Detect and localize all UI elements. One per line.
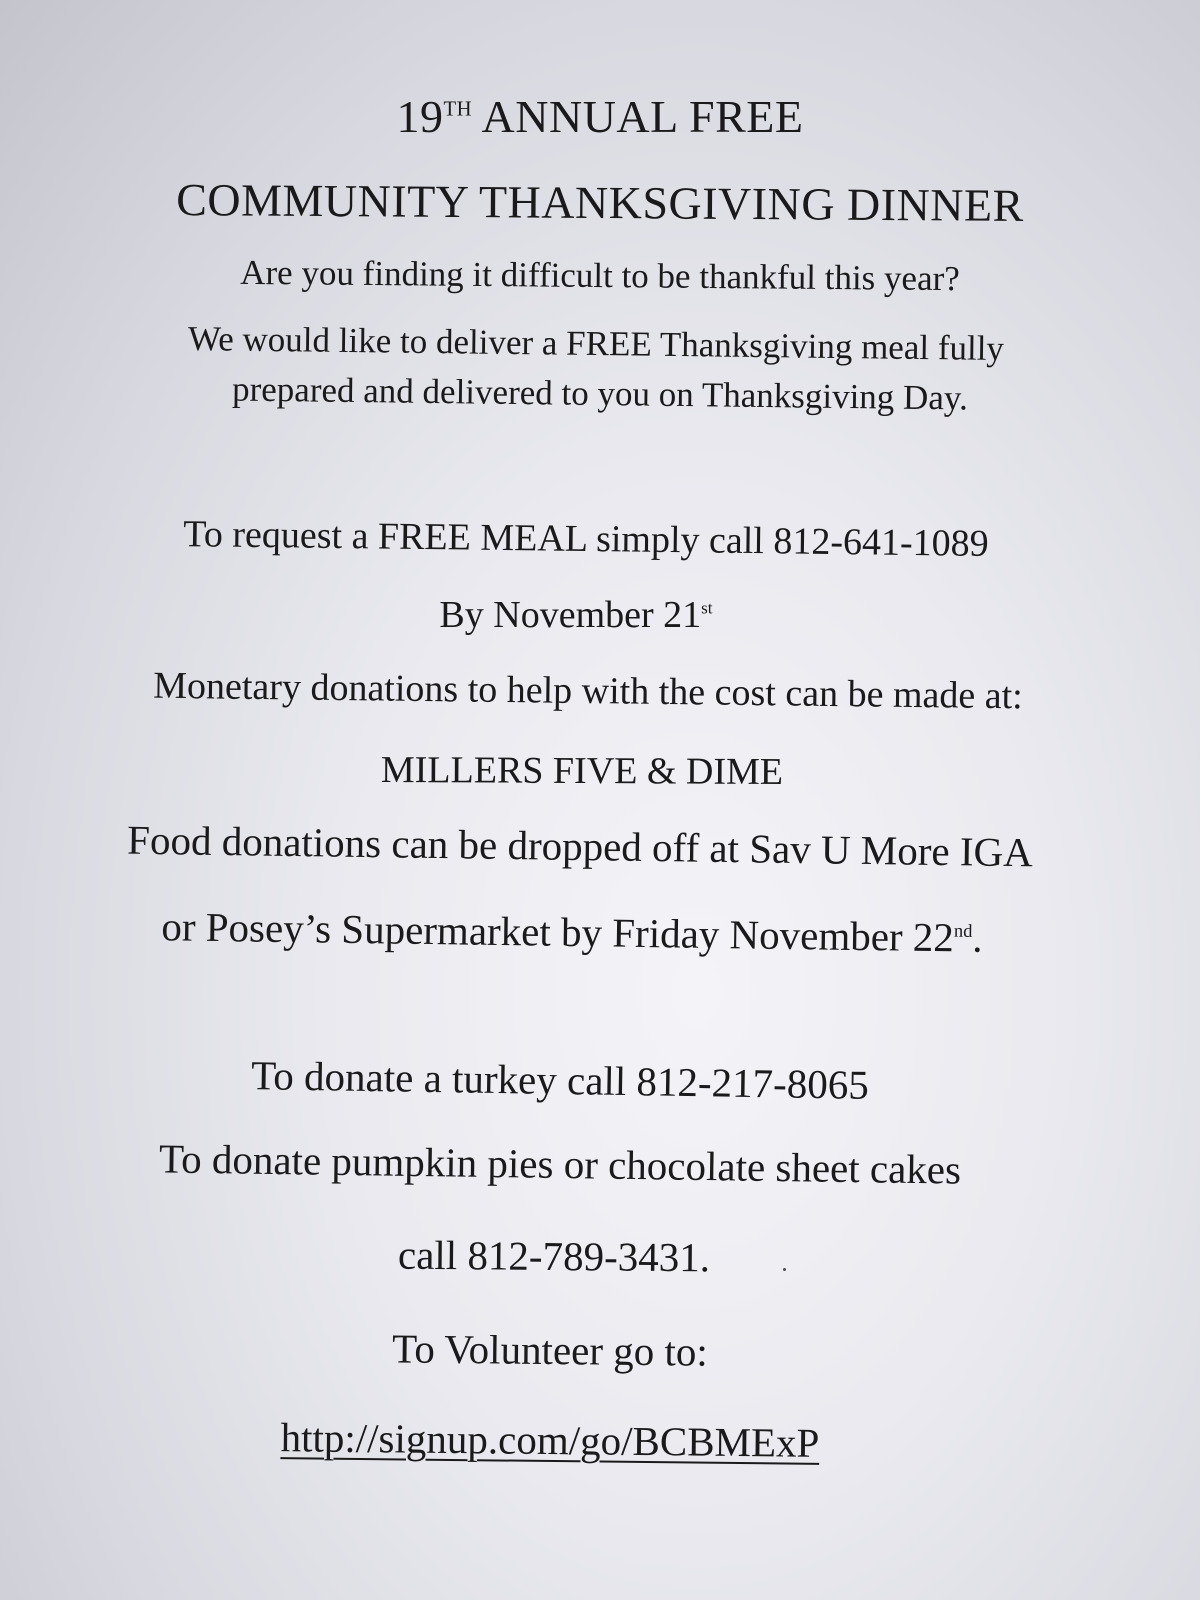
intro-question: Are you finding it difficult to be thankful this year? [240,252,960,299]
paper-speck [783,1268,786,1271]
food-donations-period: . [972,914,983,961]
volunteer-link-line [0,1414,1150,1468]
monetary-donations-place: MILLERS FIVE & DIME [380,748,784,794]
volunteer-label: To Volunteer go to: [391,1325,709,1375]
food-donations-date-suffix: nd [953,920,973,941]
heading-line-2: COMMUNITY THANKSGIVING DINNER [176,174,1024,231]
intro-offer-line-1: We would like to deliver a FREE Thanksgiving meal fully [187,319,1005,368]
heading-ordinal-suffix: TH [443,98,473,121]
intro-offer-line-2: prepared and delivered to you on Thanksgiving Day. [231,369,969,418]
volunteer-signup-link[interactable]: http://signup.com/go/BCBMExP [280,1414,820,1466]
request-deadline-suffix: st [701,598,713,618]
pies-donation-line-1: To donate pumpkin pies or chocolate sheet cakes [158,1135,962,1193]
request-meal-line: To request a FREE MEAL simply call 812-641-1089 [183,513,989,565]
food-donations-line-1: Food donations can be dropped off at Sav U More IGA [126,816,1034,876]
request-deadline [0,596,1176,634]
monetary-donations-line: Monetary donations to help with the cost can be made at: [152,664,1023,718]
turkey-donation-line: To donate a turkey call 812-217-8065 [250,1052,870,1108]
heading-line-1 [0,91,1200,142]
pies-donation-line-2: call 812-789-3431. [397,1231,711,1281]
food-donations-line-2-text: or Posey’s Supermarket by Friday November 22 [161,903,955,961]
request-deadline-text: By November 21 [439,594,702,636]
heading-number: 19 [396,91,444,142]
food-donations-line-2 [0,904,1172,962]
heading-annual-free: ANNUAL FREE [472,91,804,142]
